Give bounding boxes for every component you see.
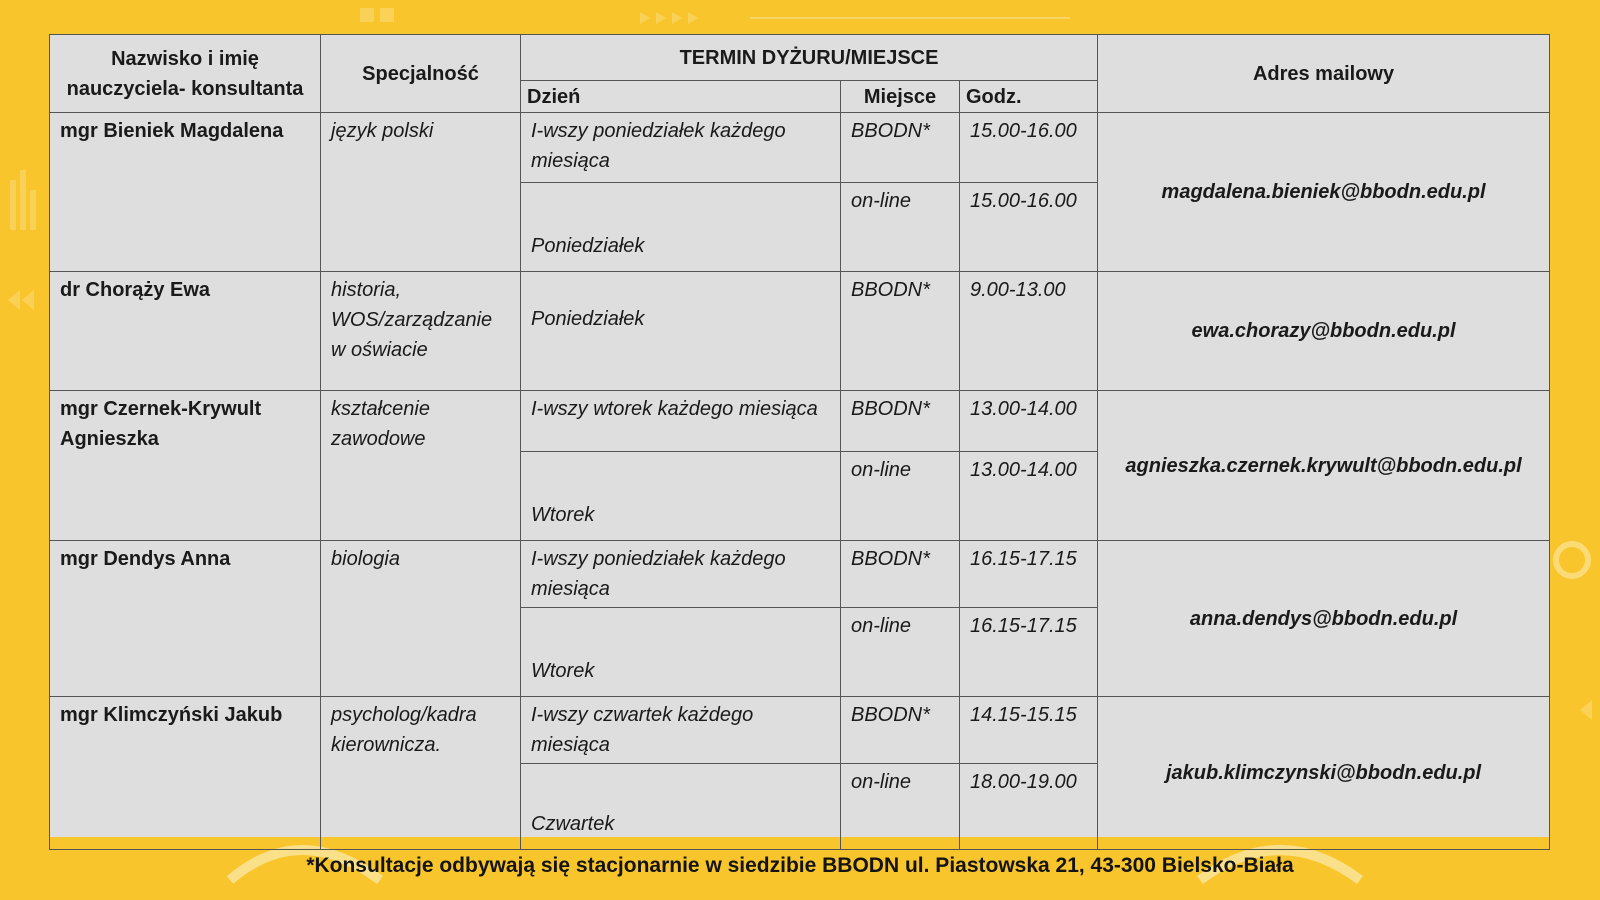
teacher-email[interactable]: jakub.klimczynski@bbodn.edu.pl	[1098, 697, 1550, 850]
slot-day: Wtorek	[521, 452, 841, 541]
teacher-email[interactable]: anna.dendys@bbodn.edu.pl	[1098, 541, 1550, 697]
slot-place: BBODN*	[841, 272, 960, 391]
teacher-name: mgr Bieniek Magdalena	[50, 113, 321, 272]
slot-day: Czwartek	[521, 764, 841, 850]
slot-place: on-line	[841, 452, 960, 541]
slot-day: I-wszy wtorek każdego miesiąca	[521, 391, 841, 452]
slot-hours: 16.15-17.15	[960, 608, 1098, 697]
slot-day: I-wszy czwartek każdego miesiąca	[521, 697, 841, 764]
header-name: Nazwisko i imię nauczyciela- konsultanta	[50, 35, 321, 113]
teacher-specialty: psycholog/kadra kierownicza.	[321, 697, 521, 850]
footnote: *Konsultacje odbywają się stacjonarnie w siedzibie BBODN ul. Piastowska 21, 43-300 Bielsko-Biała	[306, 854, 1294, 877]
slot-day: Poniedziałek	[521, 272, 841, 391]
teacher-email[interactable]: ewa.chorazy@bbodn.edu.pl	[1098, 272, 1550, 391]
table-row	[50, 697, 1550, 764]
teacher-email[interactable]: agnieszka.czernek.krywult@bbodn.edu.pl	[1098, 391, 1550, 541]
slot-hours: 16.15-17.15	[960, 541, 1098, 608]
teacher-name: mgr Czernek-Krywult Agnieszka	[50, 391, 321, 541]
slot-place: BBODN*	[841, 391, 960, 452]
teacher-specialty: historia, WOS/zarządzanie w oświacie	[321, 272, 521, 391]
slot-hours: 14.15-15.15	[960, 697, 1098, 764]
consultation-table-container	[49, 34, 1549, 837]
header-duty-term: TERMIN DYŻURU/MIEJSCE	[521, 35, 1098, 81]
slot-day: Wtorek	[521, 608, 841, 697]
slot-place: BBODN*	[841, 541, 960, 608]
teacher-name: dr Chorąży Ewa	[50, 272, 321, 391]
slot-hours: 13.00-14.00	[960, 391, 1098, 452]
slot-place: BBODN*	[841, 697, 960, 764]
header-email: Adres mailowy	[1098, 35, 1550, 113]
header-place: Miejsce	[841, 81, 960, 113]
teacher-specialty: kształcenie zawodowe	[321, 391, 521, 541]
slot-hours: 15.00-16.00	[960, 183, 1098, 272]
table-row	[50, 541, 1550, 608]
slot-place: on-line	[841, 183, 960, 272]
header-day: Dzień	[521, 81, 841, 113]
slot-place: on-line	[841, 764, 960, 850]
slot-day: I-wszy poniedziałek każdego miesiąca	[521, 541, 841, 608]
teacher-specialty: język polski	[321, 113, 521, 272]
header-hours: Godz.	[960, 81, 1098, 113]
slot-day: Poniedziałek	[521, 183, 841, 272]
teacher-name: mgr Dendys Anna	[50, 541, 321, 697]
slot-hours: 18.00-19.00	[960, 764, 1098, 850]
slot-day: I-wszy poniedziałek każdego miesiąca	[521, 113, 841, 183]
consultation-table	[49, 34, 1550, 850]
slot-hours: 9.00-13.00	[960, 272, 1098, 391]
table-row	[50, 113, 1550, 183]
teacher-email[interactable]: magdalena.bieniek@bbodn.edu.pl	[1098, 113, 1550, 272]
teacher-name: mgr Klimczyński Jakub	[50, 697, 321, 850]
header-specialty: Specjalność	[321, 35, 521, 113]
teacher-specialty: biologia	[321, 541, 521, 697]
slot-hours: 15.00-16.00	[960, 113, 1098, 183]
slot-place: BBODN*	[841, 113, 960, 183]
table-row	[50, 272, 1550, 391]
slot-hours: 13.00-14.00	[960, 452, 1098, 541]
table-row	[50, 391, 1550, 452]
slot-place: on-line	[841, 608, 960, 697]
